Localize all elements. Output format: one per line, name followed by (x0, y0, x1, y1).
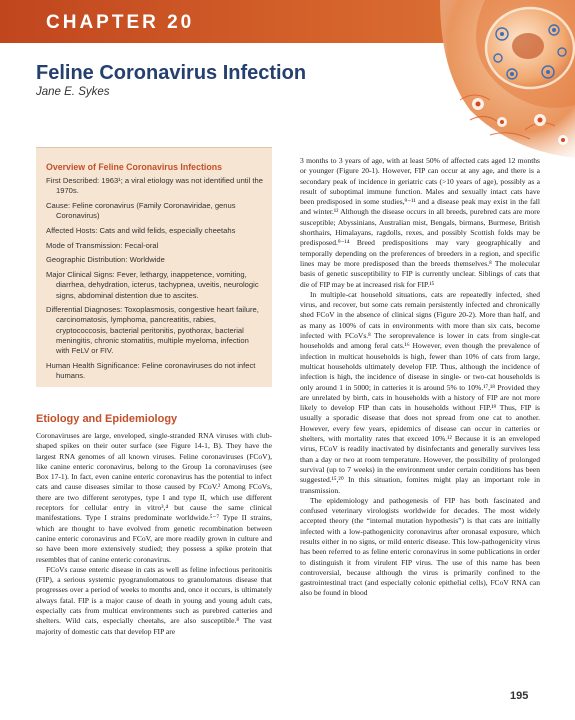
overview-box (36, 147, 272, 387)
overview-item: Human Health Significance: Feline coronaviruses do not infect humans. (46, 360, 256, 380)
overview-item: First Described: 1963¹; a viral etiology was not identified until the 1970s. (46, 176, 263, 196)
body-paragraph: In multiple-cat household situations, cats are repeatedly infected, shed virus, and recover, but some cats remain persistently infected and chronically shed FCoV in the absence of clinical signs (Figure 20-2). More than half, and as many as 100% of cats in environments with more than six cats, become infected with FCoVs.⁸ The seroprevalence is lower in cats from single-cat households and among feral cats.¹⁶ However, even though the prevalence of infection in multicat households is high, fewer than 10% of cats from large, multicat households ultimately develop FIP. Thus, although the incidence of infection is high, the incidence of disease in single- or two-cat households is only around 1 in 5000; in catteries it is around 5% to 10%.¹⁷,¹⁸ Provided they are unrelated by birth, cats in households with a history of FIP are not more likely to develop FIP than cats in households without FIP.¹⁹ Thus, FIP is usually a sporadic disease that does not spread from one cat to another. However, every few years, epidemics of disease can occur in catteries or shelters, with mortality rates that exceed 10%.¹² Because it is an enveloped virus, FCoV is readily inactivated by disinfectants and generally survives less than a day or two at room temperature. However, the possibility of prolonged survival (up to 7 weeks) in the environment under certain conditions has been suggested.¹⁵,²⁰ In this situation, fomites might play an important role in transmission. (300, 289, 540, 495)
overview-item: Differential Diagnoses: Toxoplasmosis, congestive heart failure, carcinomatosis, lymphoma, pancreatitis, rabies, cryptococcosis, bacterial peritonitis, pyothorax, bacterial meningitis, chronic stomatitis, multiple myeloma, infection with FeLV or FIV. (46, 305, 259, 356)
right-column (300, 156, 540, 599)
overview-item: Geographic Distribution: Worldwide (46, 255, 165, 265)
chapter-label: CHAPTER 20 (46, 12, 195, 33)
overview-heading: Overview of Feline Coronavirus Infections (46, 162, 222, 172)
left-column (36, 431, 272, 637)
cell-illustration-icon (430, 0, 575, 158)
author-name: Jane E. Sykes (36, 86, 110, 98)
body-paragraph: FCoVs cause enteric disease in cats as well as feline infectious peritonitis (FIP), a serious systemic pyogranulomatous to granulomatous disease that progresses over a period of weeks to months and, once it occurs, is ultimately always fatal. FIP is a major cause of death in young and young adult cats, especially cats from multicat environments such as purebred catteries and shelters. Wild cats, especially cheetahs, are also susceptible.⁸ The vast majority of domestic cats that develop FIP are (36, 564, 272, 636)
body-paragraph: Coronaviruses are large, enveloped, single-stranded RNA viruses with club-shaped spikes on their outer surface (see Figure 14-1, B). They have the largest RNA genomes of all known viruses. Feline coronaviruses (FCoV), like canine enteric coronavirus, belong to the Group 1a coronaviruses (see Box 17-1). In fact, even canine enteric coronavirus has the potential to infect cats and cause diseases similar to those caused by FCoV.² Among FCoVs, there are two different serotypes, type I and type II, which use different receptors for cellular entry in vitro³,⁴ but cause the same clinical manifestations. Type I strains predominate worldwide.⁵⁻⁷ Type II strains, which are thought to have evolved from genetic recombination between canine enteric coronavirus and FCoV, are more readily grown in culture and so have been more extensively studied; they possess a spike protein that resembles that of canine enteric coronavirus. (36, 431, 272, 564)
page-number: 195 (510, 690, 529, 702)
chapter-title: Feline Coronavirus Infection (36, 62, 307, 84)
overview-item: Major Clinical Signs: Fever, lethargy, inappetence, vomiting, diarrhea, dehydration, icterus, tachypnea, uveitis, neurologic signs, abdominal distention due to ascites. (46, 270, 259, 300)
overview-item: Affected Hosts: Cats and wild felids, especially cheetahs (46, 226, 236, 236)
body-paragraph: 3 months to 3 years of age, with at least 50% of affected cats aged 12 months or younger (Figure 20-1). However, FIP can occur at any age, and there is a secondary peak of incidence in geriatric cats (>10 years of age), possibly as a result of suboptimal immune function. Males and sexually intact cats have been predisposed in some studies,⁹⁻¹¹ and a disease peak may exist in the fall and winter.¹² Although the disease occurs in all breeds, purebred cats are more susceptible; Abyssinians, Australian mist, Bengals, birmans, Burmese, British shorthairs, Himalayans, ragdolls, rexes, and possibly Scottish folds may be predisposed.⁹⁻¹⁴ Breed predispositions may vary geographically and temporally depending on the preferences of breeders in a region, and specific lines may be more predisposed than the breeds themselves.⁸ The molecular basis of genetic susceptibility to FIP is currently unclear. Siblings of cats that die of FIP may be at increased risk for FIP.¹⁵ (300, 156, 540, 289)
overview-item: Mode of Transmission: Fecal-oral (46, 240, 159, 250)
overview-item: Cause: Feline coronavirus (Family Coronaviridae, genus Coronavirus) (46, 201, 236, 221)
body-paragraph: The epidemiology and pathogenesis of FIP has both fascinated and confused veterinary virologists worldwide for decades. The most widely accepted theory (the “internal mutation hypothesis”) is that cats are initially infected with a low-pathogenicity coronavirus after oronasal exposure, which results either in no signs, or mild enteric disease. This low-pathogenicity virus has been referred to as feline enteric coronavirus in some publications in order to distinguish it from virulent FIP virus. The use of this name has been controversial, because although the virus is primarily confined to the gastrointestinal tract (and especially colonic epithelial cells), FCoV RNA can also be found in blood (300, 495, 540, 598)
section-heading: Etiology and Epidemiology (36, 413, 178, 425)
